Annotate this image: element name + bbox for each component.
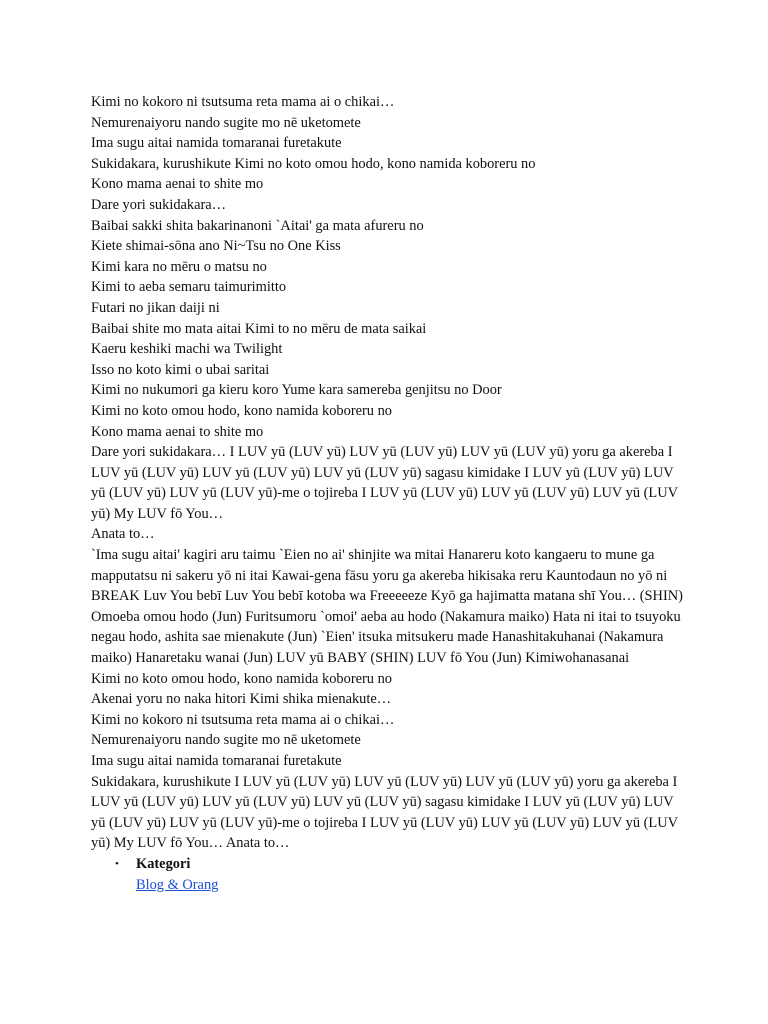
- lyrics-line-b-3: Kimi no kokoro ni tsutsuma reta mama ai o chikai…: [91, 711, 395, 728]
- lyrics-line-12: Baibai shite mo mata aitai Kimi to no mēru de mata saikai: [91, 320, 427, 337]
- lyrics-line-b-5: Ima sugu aitai namida tomaranai furetakute: [91, 753, 342, 769]
- lyrics-line-15: Kimi no nukumori ga kieru koro Yume kara samereba genjitsu no Door: [91, 382, 502, 399]
- lyrics-line-1: Kimi no kokoro ni tsutsuma reta mama ai o chikai…: [91, 94, 395, 110]
- lyrics-block-1: [91, 92, 683, 442]
- lyrics-content: [91, 92, 683, 895]
- lyrics-line-6: Dare yori sukidakara…: [91, 196, 227, 213]
- category-link[interactable]: Blog & Orang: [136, 876, 219, 893]
- lyrics-paragraph-2: `Ima sugu aitai' kagiri aru taimu `Eien no ai' shinjite wa mitai Hanareru koto kangaeru to mune ga mapputatsu ni sakeru yō ni itai Kawai-gena fāsu yoru ga akereba hikisaka reru Kauntodaun no yō ni BREAK Luv You bebī Luv You bebī kotoba wa Freeeeeze Kyō ga hajimatta matana shī You… (SHIN) Omoeba omou hodo (Jun) Furitsumoru `omoi' aeba au hodo (Nakamura maiko) Hata ni itai to tsuyoku negau hodo, ashita sae mienakute (Jun) `Eien' itsuka mitsukeru made Hanashitakuhanai (Nakamura maiko) Hanaretaku wanai (Jun) LUV yū BABY (SHIN) LUV fō You (Jun) Kimiwohanasanai: [91, 547, 683, 667]
- lyrics-line-9: Kimi kara no mēru o matsu no: [91, 258, 267, 275]
- lyrics-line-17: Kono mama aenai to shite mo: [91, 423, 264, 440]
- lyrics-line-2: Nemurenaiyoru nando sugite mo nē uketomete: [91, 114, 361, 131]
- category-list-item: [91, 854, 683, 895]
- lyrics-line-7: Baibai sakki shita bakarinanoni `Aitai' ga mata afureru no: [91, 217, 424, 234]
- lyrics-line-b-1: Kimi no koto omou hodo, kono namida koboreru no: [91, 670, 392, 687]
- lyrics-line-anata: Anata to…: [91, 526, 155, 543]
- lyrics-line-5: Kono mama aenai to shite mo: [91, 176, 264, 193]
- lyrics-paragraph-3: Sukidakara, kurushikute I LUV yū (LUV yū) LUV yū (LUV yū) LUV yū (LUV yū) yoru ga akereba I LUV yū (LUV yū) LUV yū (LUV yū) LUV yū (LUV yū) sagasu kimidake I LUV yū (LUV yū) LUV yū (LUV yū) LUV yū (LUV yū)-me o tojireba I LUV yū (LUV yū) LUV yū (LUV yū) LUV yū (LUV yū) My LUV fō You… Anata to…: [91, 773, 678, 852]
- lyrics-line-16: Kimi no koto omou hodo, kono namida koboreru no: [91, 402, 392, 419]
- lyrics-line-b-4: Nemurenaiyoru nando sugite mo nē uketomete: [91, 732, 361, 749]
- category-title: Kategori: [136, 855, 191, 872]
- lyrics-line-11: Futari no jikan daiji ni: [91, 299, 220, 316]
- lyrics-line-3: Ima sugu aitai namida tomaranai furetakute: [91, 135, 342, 152]
- lyrics-line-13: Kaeru keshiki machi wa Twilight: [91, 341, 283, 358]
- lyrics-line-14: Isso no koto kimi o ubai saritai: [91, 361, 270, 378]
- bullet-icon: •: [115, 857, 119, 870]
- lyrics-line-4: Sukidakara, kurushikute Kimi no koto omou hodo, kono namida koboreru no: [91, 155, 536, 172]
- lyrics-block-2: [91, 669, 683, 772]
- lyrics-line-b-2: Akenai yoru no naka hitori Kimi shika mienakute…: [91, 691, 392, 708]
- lyrics-line-10: Kimi to aeba semaru taimurimitto: [91, 279, 287, 296]
- lyrics-paragraph-1: Dare yori sukidakara… I LUV yū (LUV yū) LUV yū (LUV yū) LUV yū (LUV yū) yoru ga akereba I LUV yū (LUV yū) LUV yū (LUV yū) LUV yū (LUV yū) sagasu kimidake I LUV yū (LUV yū) LUV yū (LUV yū) LUV yū (LUV yū)-me o tojireba I LUV yū (LUV yū) LUV yū (LUV yū) LUV yū (LUV yū) My LUV fō You…: [91, 444, 678, 522]
- lyrics-line-8: Kiete shimai-sōna ano Ni~Tsu no One Kiss: [91, 238, 341, 255]
